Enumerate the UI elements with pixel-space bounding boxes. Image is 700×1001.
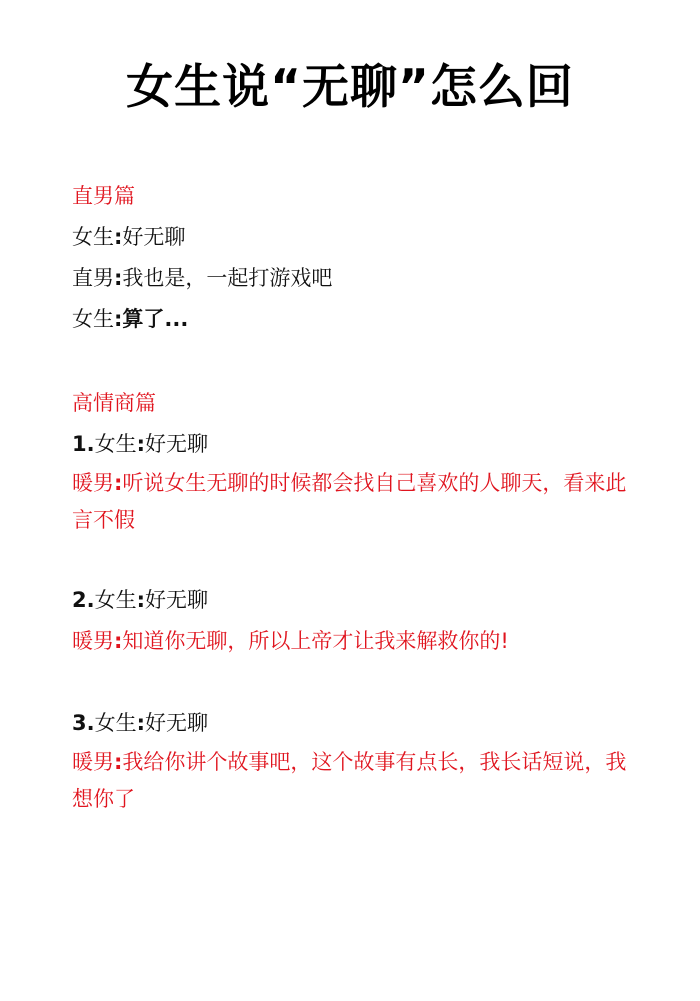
straight-line-2	[72, 258, 642, 299]
straight-line-3-text: 算了...	[122, 307, 189, 331]
high-eq-item-2-girl-speaker: 女生	[94, 588, 137, 612]
high-eq-item-2-girl-line	[72, 580, 642, 621]
high-eq-item-3-girl-text: 好无聊	[145, 711, 208, 735]
high-eq-item-2-number: 2.	[72, 588, 95, 612]
high-eq-item-1-reply	[72, 465, 642, 539]
straight-line-2-text: 我也是，一起打游戏吧	[122, 266, 333, 290]
high-eq-item-1-girl-speaker: 女生	[94, 432, 137, 456]
straight-line-1-text: 好无聊	[122, 225, 186, 249]
high-eq-section-heading: 高情商篇	[72, 391, 156, 415]
high-eq-item-1-reply-separator: :	[114, 471, 123, 495]
high-eq-item-1-reply-speaker: 暖男	[72, 471, 114, 495]
high-eq-item-2-reply-separator: :	[114, 629, 123, 653]
straight-line-3	[72, 299, 642, 340]
straight-line-1-speaker: 女生	[72, 225, 114, 249]
document-content	[72, 176, 642, 818]
item-spacer-1	[72, 539, 642, 580]
section-spacer	[72, 340, 642, 383]
high-eq-item-3-girl-speaker: 女生	[94, 711, 137, 735]
high-eq-item-3-girl-separator: :	[136, 711, 145, 735]
high-eq-item-2-reply-text: 知道你无聊，所以上帝才让我来解救你的!	[122, 629, 509, 653]
high-eq-item-1-girl-line	[72, 424, 642, 465]
high-eq-item-3-reply-text: 我给你讲个故事吧，这个故事有点长，我长话短说，我想你了	[72, 750, 627, 811]
high-eq-item-2-girl-separator: :	[136, 588, 145, 612]
high-eq-item-3-number: 3.	[72, 711, 95, 735]
item-spacer-2	[72, 662, 642, 703]
high-eq-item-3-reply	[72, 744, 642, 818]
high-eq-item-1-reply-text: 听说女生无聊的时候都会找自己喜欢的人聊天，看来此言不假	[72, 471, 627, 532]
straight-line-2-speaker: 直男	[72, 266, 114, 290]
high-eq-item-3-reply-separator: :	[114, 750, 123, 774]
high-eq-item-1-number: 1.	[72, 432, 95, 456]
page-title: 女生说“无聊”怎么回	[126, 60, 574, 115]
straight-line-3-speaker: 女生	[72, 307, 114, 331]
high-eq-item-3-girl-line	[72, 703, 642, 744]
straight-line-3-separator: :	[114, 307, 123, 331]
straight-section-heading: 直男篇	[72, 184, 135, 208]
high-eq-item-1-girl-text: 好无聊	[145, 432, 208, 456]
high-eq-item-1-girl-separator: :	[136, 432, 145, 456]
straight-line-1-separator: :	[114, 225, 123, 249]
straight-line-1	[72, 217, 642, 258]
high-eq-item-2-reply-speaker: 暖男	[72, 629, 114, 653]
high-eq-item-3-reply-speaker: 暖男	[72, 750, 114, 774]
straight-line-2-separator: :	[114, 266, 123, 290]
high-eq-item-2-girl-text: 好无聊	[145, 588, 208, 612]
high-eq-item-2-reply	[72, 621, 642, 662]
